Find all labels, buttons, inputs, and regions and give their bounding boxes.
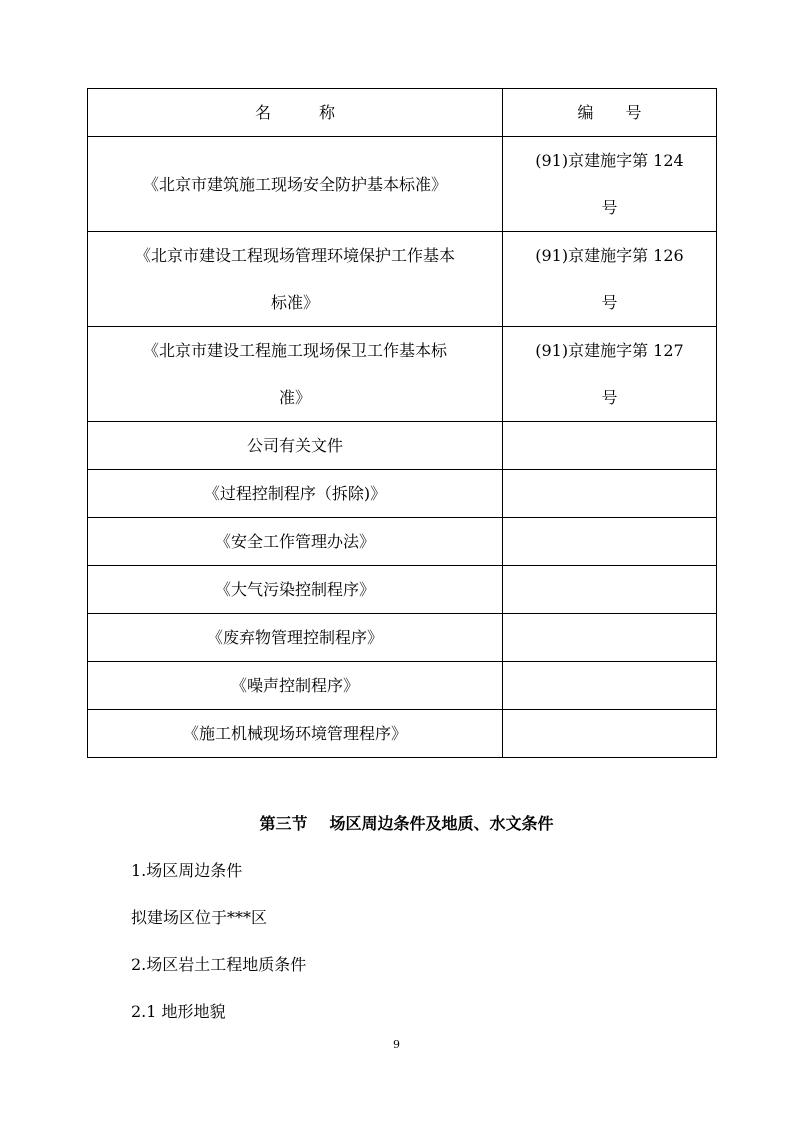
number-text: (91)京建施字第 124 xyxy=(535,151,684,170)
name-text: 《北京市建筑施工现场安全防护基本标准》 xyxy=(142,174,447,194)
section-heading xyxy=(0,811,793,834)
paragraph-3: 2.场区岩土工程地质条件 xyxy=(131,955,307,974)
name-text-cont: 标准》 xyxy=(270,293,319,312)
name-cell: 《过程控制程序（拆除)》 xyxy=(88,470,503,518)
section-title: 场区周边条件及地质、水文条件 xyxy=(329,814,554,833)
table-row xyxy=(88,327,717,422)
name-cell xyxy=(88,327,503,422)
number-cell xyxy=(503,137,717,232)
number-text-cont: 号 xyxy=(601,198,618,217)
header-name: 名 称 xyxy=(88,89,503,137)
number-cell xyxy=(503,614,717,662)
number-text-cont: 号 xyxy=(601,293,618,312)
table-row xyxy=(88,422,717,470)
table-row xyxy=(88,518,717,566)
table-row xyxy=(88,137,717,232)
table-header-row xyxy=(88,89,717,137)
number-cell xyxy=(503,710,717,758)
table-row xyxy=(88,662,717,710)
number-cell xyxy=(503,232,717,327)
paragraph-4: 2.1 地形地貌 xyxy=(131,1002,226,1021)
name-text: 《北京市建设工程施工现场保卫工作基本标 xyxy=(142,341,447,360)
number-text: (91)京建施字第 127 xyxy=(535,341,684,360)
name-cell: 《施工机械现场环境管理程序》 xyxy=(88,710,503,758)
number-cell xyxy=(503,470,717,518)
name-text: 《北京市建设工程现场管理环境保护工作基本 xyxy=(134,246,455,265)
name-cell: 《大气污染控制程序》 xyxy=(88,566,503,614)
number-cell xyxy=(503,518,717,566)
name-cell: 公司有关文件 xyxy=(88,422,503,470)
section-number: 第三节 xyxy=(259,814,308,833)
header-number: 编 号 xyxy=(503,89,717,137)
number-cell xyxy=(503,422,717,470)
table-row xyxy=(88,710,717,758)
standards-table xyxy=(87,88,717,758)
name-cell: 《噪声控制程序》 xyxy=(88,662,503,710)
number-text: (91)京建施字第 126 xyxy=(535,246,684,265)
name-cell xyxy=(88,137,503,232)
number-cell xyxy=(503,327,717,422)
name-cell xyxy=(88,232,503,327)
paragraph-1: 1.场区周边条件 xyxy=(131,861,243,880)
name-cell: 《废弃物管理控制程序》 xyxy=(88,614,503,662)
table-row xyxy=(88,232,717,327)
number-cell xyxy=(503,662,717,710)
name-cell: 《安全工作管理办法》 xyxy=(88,518,503,566)
table-row xyxy=(88,470,717,518)
page-number: 9 xyxy=(393,1038,400,1051)
table-row xyxy=(88,614,717,662)
name-text-cont: 准》 xyxy=(278,388,311,407)
number-cell xyxy=(503,566,717,614)
number-text-cont: 号 xyxy=(601,388,618,407)
table-row xyxy=(88,566,717,614)
paragraph-2: 拟建场区位于***区 xyxy=(131,908,268,927)
